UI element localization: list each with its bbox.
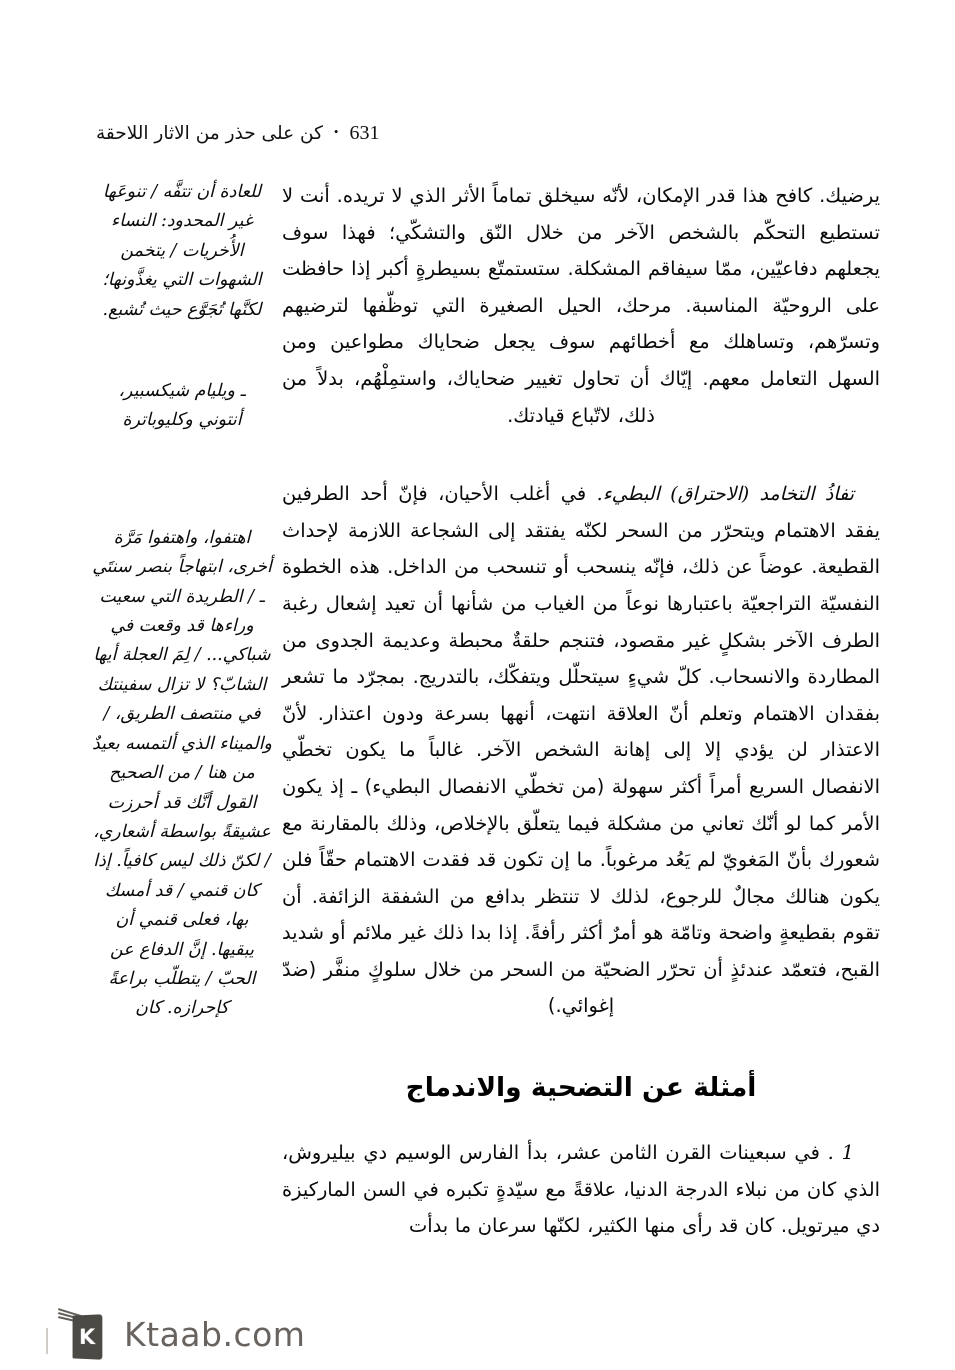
page-body <box>92 178 880 1273</box>
numbered-item-1-number: 1 . <box>827 1141 854 1165</box>
sidebar-attribution-spacer <box>92 325 272 377</box>
sidebar-quote-poem: اهتفوا، واهتفوا مَرَّة أخرى، ابتهاجاً بنصر سنتَي ـ / الطريدة التي سعيت وراءها قد وقعت في شباكي... / لِمَ العجلة أيها الشابّ؟ لا تزال سفينتك في منتصف الطريق، / والميناء الذي ألتمسه بعيدٌ من هنا / من الصحيح القول أنَّك قد أحرزت عشيقةً بواسطة أشعاري، / لكنّ ذلك ليس كافياً. إذا كان قنمي / قد أمسك بها، فعلى قنمي أن يبقيها. إنَّ الدفاع عن الحبّ / يتطلّب براعةً كإحرازه. كان <box>92 527 272 1019</box>
paragraph-lead-in: تفاذُ التخامد (الاحتراق) البطيء. <box>596 483 854 506</box>
numbered-item-1-text: في سبعينات القرن الثامن عشر، بدأ الفارس الوسيم دي بيليروش، الذي كان من نبلاء الدرجة الدنيا، علاقةً مع سيّدةٍ تكبره في السن الماركيزة دي ميرتويل. كان قد رأى منها الكثير، لكنّها سرعان ما بدأت <box>282 1141 880 1238</box>
running-header-title: كن على حذر من الاثار اللاحقة <box>96 123 323 144</box>
running-header <box>96 122 426 145</box>
sidebar-quote-shakespeare: للعادة أن تتفَّه / تنوعَها غير المحدود: النساء الأُخريات / يتخمن الشهوات التي يغذَّونها؛ لكنَّها تُجَوَّع حيث تُشبع. <box>102 182 262 320</box>
sidebar-quote-column <box>92 178 272 1024</box>
numbered-item-1 <box>282 1135 880 1245</box>
after-heading-spacer <box>282 1105 880 1135</box>
paragraph-slow-burn <box>282 476 880 1025</box>
paragraph-slow-burn-body: في أغلب الأحيان، فإنّ أحد الطرفين يفقد الاهتمام ويتحرّر من السحر لكنّه يفتقد إلى الشجاعة اللازمة لإحداث القطيعة. عوضاً عن ذلك، فإنّه ينسحب أو تنسحب من الداخل. هذه الخطوة النفسيّة التراجعيّة باعتبارها نوعاً من الغياب من شأنها أن تعيد إشعال رغبة الطرف الآخر بشكلٍ غير مقصود، فتنجم حلقةٌ محبطة وعديمة الجدوى من المطاردة والانسحاب. كلّ شيءٍ سيتحلّل ويتفكّك، بالتدريج. بمجرّد ما تشعر بفقدان الاهتمام وتعلم أنّ العلاقة انتهت، أنهها بسرعة ودون اعتذار. لأنّ الاعتذار لن يؤدي إلا إلى إهانة الشخص الآخر. غالباً ما يكون تخطّي الانفصال السريع أمراً أكثر سهولة (من تخطّي الانفصال البطيء) ـ إذ يكون الأمر كما لو أنّك تعاني من مشكلة فيما يتعلّق بالإخلاص، وذلك بالمقارنة مع شعورك بأنّ المَغويّ لم يَعُد مرغوباً. ما إن تكون قد فقدت الاهتمام حقّاً فلن يكون هنالك مجالٌ للرجوع، لذلك لا تنتظر بدافع من الشفقة الزائفة. أن تقوم بقطيعةٍ واضحة وتامّة هو أمرٌ أكثر رأفةً. إذا بدا ذلك غير ملائم أو شديد القبح، فتعمّد عندئذٍ أن تحرّر الضحيّة من السحر من خلال سلوكٍ منفَّر (ضدّ إغوائي.) <box>282 482 880 1018</box>
ktaab-book-icon <box>58 1306 112 1362</box>
watermark-tick <box>46 1328 48 1354</box>
book-cover-icon <box>73 1314 103 1359</box>
section-heading: أمثلة عن التضحية والاندماج <box>405 1072 757 1104</box>
paragraph-continued: يرضيك. كافح هذا قدر الإمكان، لأنّه سيخلق تماماً الأثر الذي لا تريده. أنت لا تستطيع التحكّم بالشخص الآخر من خلال النّق والتشكّي؛ فهذا سوف يجعلهم دفاعيّين، ممّا سيفاقم المشكلة. ستستمتّع بسيطرةٍ أكبر إذا حافظت على الروحيّة المناسبة. مرحك، الحيل الصغيرة التي توظّفها لترضيهم وتسرّهم، وتساهلك مع أخطائهم سوف يجعل ضحاياك مطواعين ومن السهل التعامل معهم. إيّاك أن تحاول تغيير ضحاياك، واستمِلْهُم، بدلاً من ذلك، لاتّباع قيادتك. <box>282 184 880 427</box>
sidebar-quote-attribution-author: ـ ويليام شيكسبير، <box>118 381 246 402</box>
heading-spacer <box>282 1025 880 1067</box>
paragraph-spacer <box>282 434 880 476</box>
watermark-brand-text: Ktaab.com <box>124 1314 306 1354</box>
bullet-separator-icon: • <box>333 124 339 139</box>
main-text-column <box>282 178 880 1245</box>
sidebar-block-spacer <box>92 436 272 524</box>
sidebar-quote-attribution-work: أنتوني وكليوباترة <box>122 410 242 431</box>
logo-letter: K <box>79 1324 96 1350</box>
page-number: 631 <box>349 122 380 144</box>
watermark <box>58 1306 305 1362</box>
